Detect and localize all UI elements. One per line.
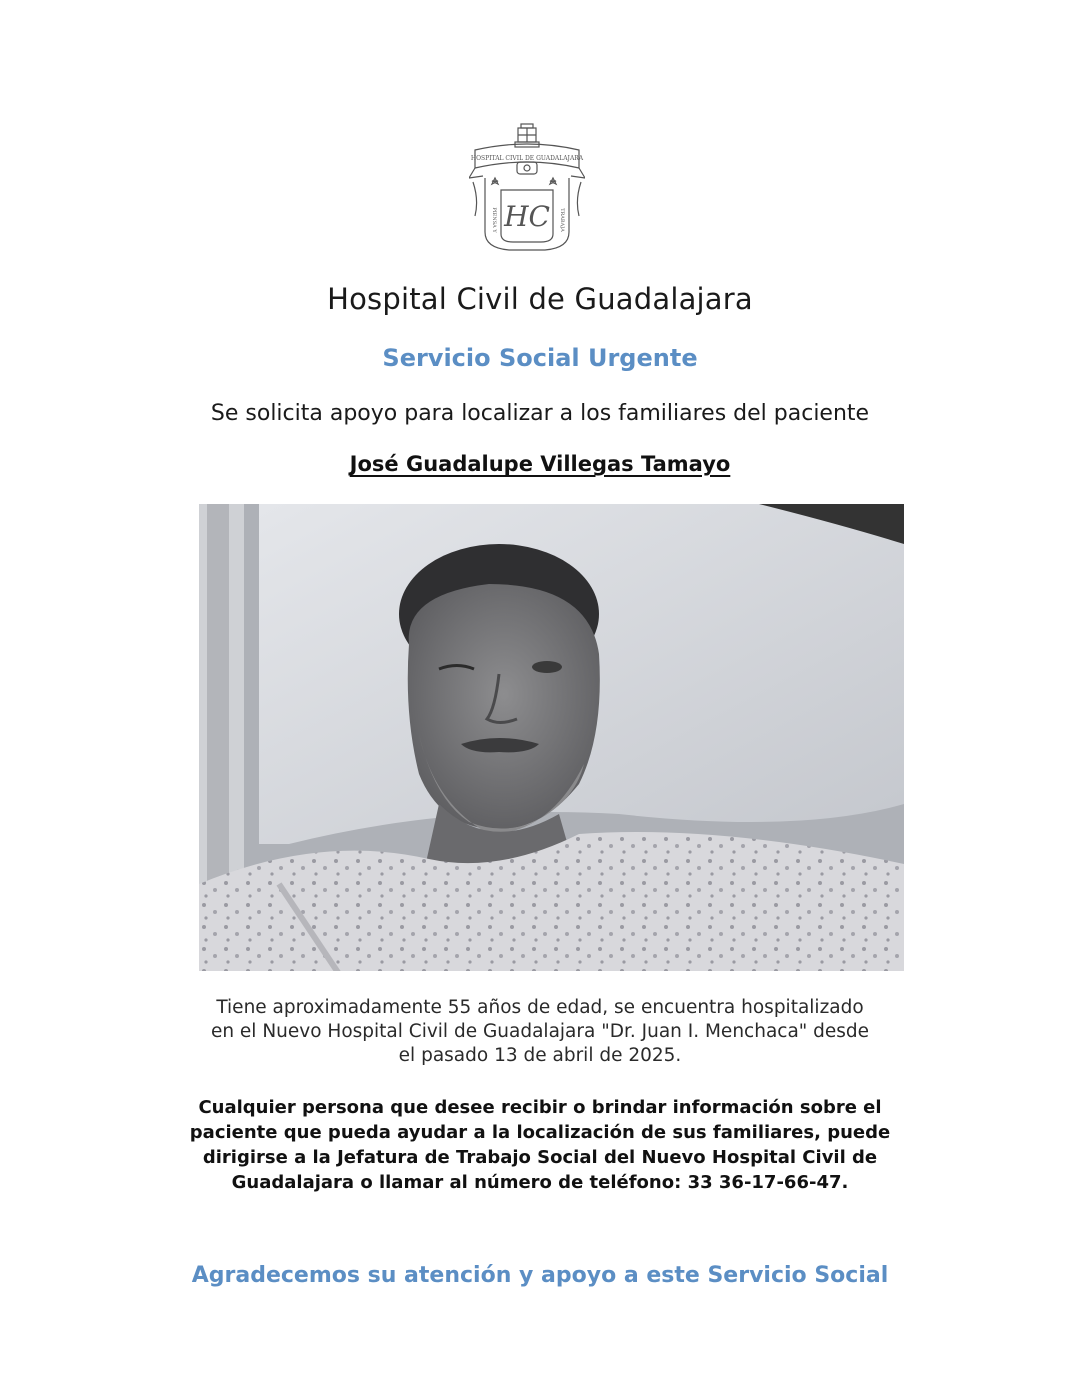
details-line: Tiene aproximadamente 55 años de edad, se encuentra hospitalizado (216, 997, 864, 1018)
details-line: en el Nuevo Hospital Civil de Guadalajara "Dr. Juan I. Menchaca" desde (210, 1021, 870, 1042)
page-subtitle: Servicio Social Urgente (382, 344, 698, 372)
seal-left-motto: PIENSA Y (491, 207, 497, 233)
request-text: Se solicita apoyo para localizar a los familiares del paciente (210, 401, 870, 426)
seal-ribbon-text: HOSPITAL CIVIL DE GUADALAJARA (470, 155, 584, 162)
thanks-message: Agradecemos su atención y apoyo a este Servicio Social (191, 1263, 889, 1288)
hospital-seal-logo (469, 120, 585, 260)
patient-name-heading (0, 452, 1080, 476)
contact-info (150, 1095, 930, 1195)
contact-line: Cualquier persona que desee recibir o brindar información sobre el (198, 1097, 882, 1118)
seal-initials: HC (504, 200, 550, 233)
patient-name: José Guadalupe Villegas Tamayo (349, 452, 731, 476)
contact-line: paciente que pueda ayudar a la localización de sus familiares, puede (189, 1122, 891, 1143)
contact-line: Guadalajara o llamar al número de teléfono: 33 36-17-66-47. (231, 1172, 849, 1193)
details-line: el pasado 13 de abril de 2025. (398, 1045, 682, 1066)
contact-line: dirigirse a la Jefatura de Trabajo Social del Nuevo Hospital Civil de (202, 1147, 878, 1168)
seal-right-motto: TRABAJA (559, 208, 565, 232)
patient-details (140, 996, 940, 1068)
page-title: Hospital Civil de Guadalajara (327, 282, 753, 316)
patient-photo (199, 504, 904, 971)
